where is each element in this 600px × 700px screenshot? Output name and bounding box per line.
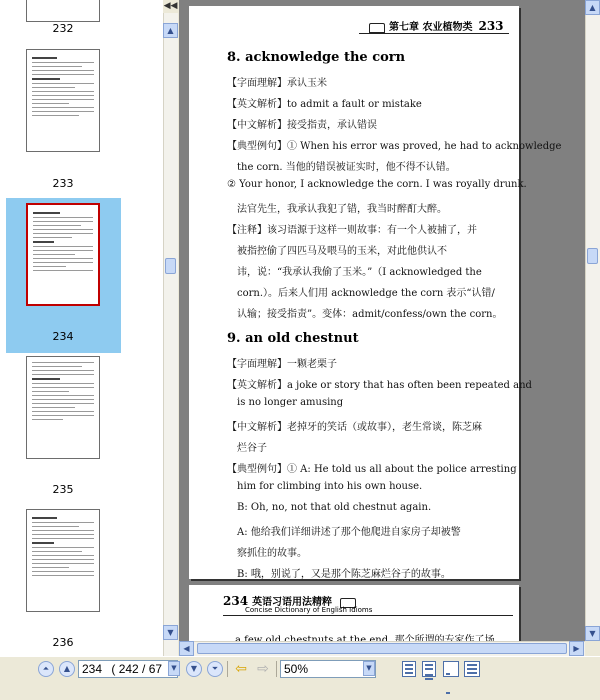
back-arrow-icon: ⇦ xyxy=(235,661,247,677)
entry-line: 【中文解析】接受指责，承认错误 xyxy=(227,120,377,131)
scroll-down-arrow-icon[interactable]: ▼ xyxy=(163,625,178,640)
entry-line: is no longer amusing xyxy=(237,397,344,408)
page-number: 233 xyxy=(478,19,504,33)
thumbnail-label-236: 236 xyxy=(52,636,74,649)
next-page-icon: ▼ xyxy=(190,664,198,673)
running-head: 第七章 农业植物类 233 xyxy=(369,18,504,33)
previous-page-button[interactable] xyxy=(59,661,75,677)
go-back-button[interactable] xyxy=(232,660,250,678)
chevron-down-icon: ▼ xyxy=(171,664,177,672)
facing-layout-button[interactable] xyxy=(443,661,459,677)
entry-line: 察抓住的故事。 xyxy=(237,548,307,559)
thumbnail-label-235: 235 xyxy=(52,483,74,496)
thumbnail-label-234: 234 xyxy=(52,330,74,343)
entry-line: the corn. 当他的错误被证实时，他不得不认错。 xyxy=(237,162,456,173)
scroll-right-arrow-icon[interactable]: ▶ xyxy=(569,641,584,656)
page-number: 234 xyxy=(223,594,249,608)
collapse-sidebar-button[interactable] xyxy=(163,0,178,13)
header-rule xyxy=(223,615,513,616)
last-page-icon: ⏷ xyxy=(211,664,219,673)
thumbnail-sidebar xyxy=(0,0,178,656)
toolbar-separator xyxy=(227,661,228,677)
scroll-left-arrow-icon[interactable]: ◀ xyxy=(179,641,194,656)
document-hscroll-thumb[interactable] xyxy=(197,643,567,654)
scroll-up-arrow-icon[interactable]: ▲ xyxy=(163,23,178,38)
first-page-button[interactable] xyxy=(38,661,54,677)
document-horizontal-scrollbar[interactable] xyxy=(179,641,585,656)
entry-line: B: 哦，别说了，又是那个陈芝麻烂谷子的故事。 xyxy=(237,569,451,580)
scroll-down-arrow-icon[interactable]: ▼ xyxy=(585,626,600,641)
entry-title-an-old-chestnut: 9. an old chestnut xyxy=(227,331,359,346)
entry-line: 被指控偷了四匹马及喂马的玉米，对此他供认不 xyxy=(237,246,447,257)
zoom-field[interactable]: 50% xyxy=(280,660,376,678)
entry-line: 法官先生，我承认我犯了错，我当时醉酊大醉。 xyxy=(237,204,447,215)
page-dropdown-button[interactable] xyxy=(168,661,180,676)
entry-line: A: 他给我们详细讲述了那个他爬进自家房子却被警 xyxy=(237,527,461,538)
entry-line: 讳，说：“我承认我偷了玉米。”（I acknowledged the xyxy=(237,267,482,278)
entry-line: 【注释】该习语源于这样一则故事：有一个人被捕了，并 xyxy=(227,225,477,236)
entry-line: ② Your honor, I acknowledge the corn. I was royally drunk. xyxy=(227,179,527,190)
thumbnail-text xyxy=(32,0,94,16)
toolbar-separator xyxy=(276,661,277,677)
navigation-toolbar xyxy=(0,656,600,680)
thumbnail-text xyxy=(32,362,94,453)
scroll-up-arrow-icon[interactable]: ▲ xyxy=(585,0,600,15)
entry-line: 【英文解析】to admit a fault or mistake xyxy=(227,99,422,110)
sidebar-vertical-scrollbar[interactable] xyxy=(163,13,178,656)
entry-title-acknowledge-the-corn: 8. acknowledge the corn xyxy=(227,50,406,65)
book-icon xyxy=(369,23,385,33)
entry-line: 【英文解析】a joke or story that has often been repeated and xyxy=(227,380,532,391)
first-page-icon: ⏶ xyxy=(42,664,50,673)
entry-line: B: Oh, no, not that old chestnut again. xyxy=(237,502,432,513)
entry-line: 【典型例句】① When his error was proved, he had to acknowledge xyxy=(227,141,562,152)
thumbnail-label-233: 233 xyxy=(52,177,74,190)
entry-line: 认输；接受指责”。变体：admit/confess/own the corn。 xyxy=(237,309,503,320)
document-view xyxy=(179,0,585,641)
running-head: 234 英语习语用法精粹 xyxy=(223,593,360,608)
forward-arrow-icon: ⇨ xyxy=(257,661,269,677)
thumbnail-page-236[interactable] xyxy=(26,509,100,612)
single-page-layout-button[interactable] xyxy=(402,661,416,677)
last-page-button[interactable] xyxy=(207,661,223,677)
thumbnail-page-232[interactable] xyxy=(26,0,100,22)
page-number-field[interactable] xyxy=(78,660,178,678)
thumbnail-page-234[interactable] xyxy=(26,203,100,306)
previous-page-icon: ▲ xyxy=(63,664,71,673)
entry-line: 烂谷子 xyxy=(237,443,267,454)
entry-line: 【字面理解】一颗老栗子 xyxy=(227,359,337,370)
thumbnail-label-232: 232 xyxy=(52,22,74,35)
thumbnail-page-235[interactable] xyxy=(26,356,100,459)
thumbnail-page-233[interactable] xyxy=(26,49,100,152)
header-rule xyxy=(359,33,509,34)
next-page-button[interactable] xyxy=(186,661,202,677)
thumbnail-text xyxy=(32,55,94,146)
thumbnail-text xyxy=(32,515,94,606)
entry-line: 【典型例句】① A: He told us all about the police arresting xyxy=(227,464,517,475)
entry-line: 【字面理解】承认玉米 xyxy=(227,78,327,89)
entry-line: corn.）。后来人们用 acknowledge the corn 表示“认错/ xyxy=(237,288,495,299)
thumbnail-text xyxy=(33,210,93,299)
continuous-facing-layout-button[interactable] xyxy=(464,661,480,677)
running-head-subtitle: Concise Dictionary of English Idioms xyxy=(245,606,373,614)
continuous-layout-button[interactable] xyxy=(422,661,436,677)
page-total-label: ( 242 / 67 xyxy=(111,662,163,676)
document-scroll-thumb[interactable] xyxy=(587,248,598,264)
entry-line: him for climbing into his own house. xyxy=(237,481,423,492)
document-page-233 xyxy=(189,6,562,580)
document-vertical-scrollbar[interactable] xyxy=(585,0,600,641)
sidebar-scroll-thumb[interactable] xyxy=(165,258,176,274)
go-forward-button[interactable] xyxy=(254,660,272,678)
entry-line: 【中文解析】老掉牙的笑话（或故事），老生常谈，陈芝麻 xyxy=(227,422,482,433)
chevron-down-icon: ▼ xyxy=(366,664,372,672)
zoom-dropdown-button[interactable] xyxy=(363,661,375,676)
double-left-arrow-icon: ◀◀ xyxy=(163,1,178,11)
current-page-value: 234 xyxy=(82,662,103,676)
